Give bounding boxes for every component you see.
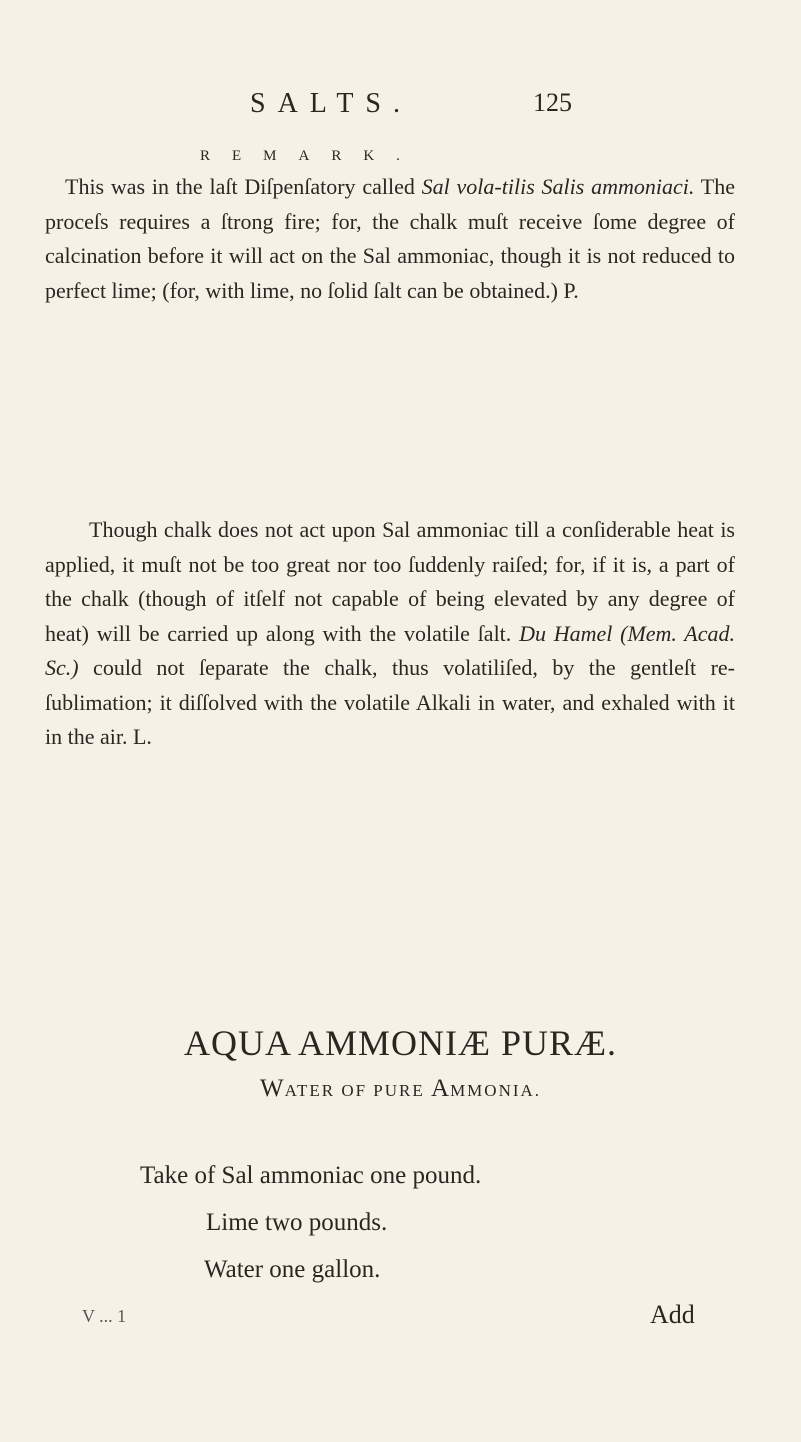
paragraph-1-text-a: This was in the laſt Diſpenſatory called bbox=[65, 174, 422, 199]
remark-heading: REMARK. bbox=[200, 148, 422, 164]
section-subtitle bbox=[0, 1075, 801, 1103]
recipe-line-1: Take of Sal ammoniac one pound. bbox=[140, 1162, 482, 1189]
paragraph-1-italic: Sal vola-tilis Salis ammoniaci. bbox=[421, 174, 695, 199]
paragraph-1 bbox=[45, 170, 735, 308]
subtitle-small-caps-2: MMONIA. bbox=[450, 1081, 542, 1100]
running-title: SALTS. bbox=[250, 88, 413, 119]
page-number: 125 bbox=[533, 88, 572, 117]
section-title: AQUA AMMONIÆ PURÆ. bbox=[183, 1023, 618, 1063]
recipe-line-2: Lime two pounds. bbox=[206, 1209, 388, 1236]
paragraph-2-text-a: Though chalk does not act upon Sal ammoniac till a conſiderable heat is applied, it muſt not be too great nor too ſuddenly raiſed; for, if it is, a part of the chalk (though of itſelf not capable of being elevated by any degree of heat) will be carried up along with the volatile ſalt. bbox=[45, 517, 735, 646]
subtitle-cap-a: A bbox=[431, 1075, 451, 1102]
running-header bbox=[250, 88, 590, 128]
catchword: Add bbox=[650, 1300, 695, 1329]
paragraph-1-text-b: The proceſs requires a ſtrong fire; for, the chalk muſt receive ſome degree of calcination before it will act on the Sal ammoniac, though it is not reduced to perfect lime; (for, with lime, no ſolid ſalt can be obtained.) P. bbox=[45, 174, 735, 303]
subtitle-cap-w: W bbox=[259, 1075, 285, 1102]
subtitle-small-caps-1: ATER OF PURE bbox=[284, 1081, 431, 1100]
paragraph-2-italic: Du Hamel (Mem. Acad. Sc.) bbox=[45, 620, 735, 680]
paragraph-2 bbox=[45, 513, 735, 755]
signature-mark: V ... 1 bbox=[82, 1306, 127, 1326]
paragraph-2-text-b: could not ſeparate the chalk, thus volatiliſed, by the gentleſt re-ſublimation; it diſſolved with the volatile Alkali in water, and exhaled with it in the air. L. bbox=[45, 655, 735, 749]
recipe-line-3: Water one gallon. bbox=[204, 1256, 381, 1283]
